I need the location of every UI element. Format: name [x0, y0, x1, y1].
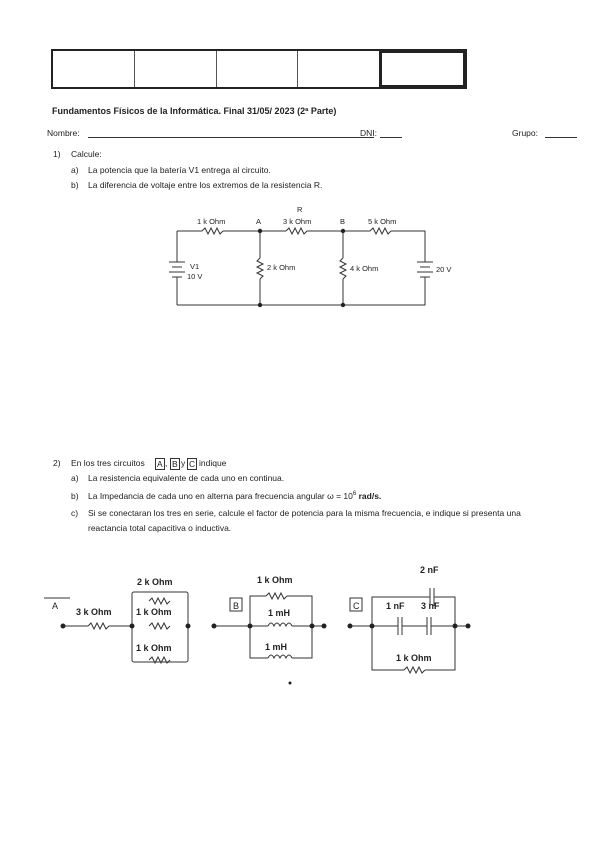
wire	[425, 626, 455, 670]
c2-b-l2: 1 mH	[265, 642, 288, 652]
q2-b-text: La Impedancia de cada uno en alterna para frecuencia angular $\omega = 10^6$ rad/s.	[88, 491, 382, 501]
q2-intro-post: indique	[199, 458, 227, 468]
q2-number: 2)	[53, 458, 61, 468]
stray-dot	[289, 682, 292, 685]
c1-v1-value: 10 V	[187, 272, 203, 281]
c2-c-r: 1 k Ohm	[396, 653, 432, 663]
nombre-label: Nombre:	[47, 128, 80, 138]
q2-c-letter: c)	[71, 508, 79, 518]
q2-c-text-1: Si se conectaran los tres en serie, calcule el factor de potencia para la misma frecuencia, e indique si presenta una	[88, 508, 521, 518]
terminal-dot	[61, 624, 66, 629]
terminal-dot	[453, 624, 458, 629]
c1-r-right-label: 5 k Ohm	[368, 217, 397, 226]
q2-sep1: ,	[165, 458, 168, 468]
q2-b-letter: b)	[71, 491, 79, 501]
c2-a-label: A	[52, 601, 59, 611]
dni-label: DNI:	[360, 128, 377, 138]
c2-a-r-bot: 1 k Ohm	[136, 643, 172, 653]
resistor-a-1k-mid	[149, 623, 170, 629]
c1-v2-value: 20 V	[436, 265, 452, 274]
c2-b-l1: 1 mH	[268, 608, 291, 618]
c2-a-r-mid: 1 k Ohm	[136, 607, 172, 617]
terminal-dot	[348, 624, 353, 629]
terminal-dot	[322, 624, 327, 629]
c1-r-mid-label: 3 k Ohm	[283, 217, 312, 226]
q2-a-text: La resistencia equivalente de cada uno en continua.	[88, 473, 285, 483]
c1-r-shunt1-label: 2 k Ohm	[267, 263, 296, 272]
terminal-dot	[310, 624, 315, 629]
q1-intro: Calcule:	[71, 149, 102, 159]
terminal-dot	[248, 624, 253, 629]
q1-a-text: La potencia que la batería V1 entrega al circuito.	[88, 165, 271, 175]
c2-c-top: 2 nF	[420, 565, 439, 575]
terminal-dot	[186, 624, 191, 629]
q1-b-text: La diferencia de voltaje entre los extremos de la resistencia R.	[88, 180, 323, 190]
terminal-dot	[212, 624, 217, 629]
resistor-a-2k	[149, 598, 170, 604]
c2-c-c2: 3 nF	[421, 601, 440, 611]
q2-box-b: B	[172, 459, 178, 469]
resistor-a-3k	[88, 623, 109, 629]
c1-r-name: R	[297, 205, 303, 214]
exam-title: Fundamentos Físicos de la Informática. Final 31/05/ 2023 (2ª Parte)	[52, 106, 337, 116]
c2-b-r: 1 k Ohm	[257, 575, 293, 585]
q1-number: 1)	[53, 149, 61, 159]
c2-c-label: C	[353, 601, 360, 611]
q1-a-letter: a)	[71, 165, 79, 175]
inductor-b-2	[268, 655, 292, 658]
terminal-dot	[130, 624, 135, 629]
c2-c-c1: 1 nF	[386, 601, 405, 611]
grupo-label: Grupo:	[512, 128, 538, 138]
c1-node-a: A	[256, 217, 262, 226]
c1-r-shunt2-label: 4 k Ohm	[350, 264, 379, 273]
terminal-dot	[466, 624, 471, 629]
q2-sep2: y	[181, 458, 186, 468]
wire	[292, 626, 312, 658]
resistor-c-1k	[404, 667, 425, 673]
resistor-b-1k	[266, 593, 287, 599]
q2-c-text-2: reactancia total capacitiva o inductiva.	[88, 523, 232, 533]
c1-v1-name: V1	[190, 262, 200, 271]
q1-b-letter: b)	[71, 180, 79, 190]
c1-node-b: B	[340, 217, 346, 226]
c2-b-label: B	[233, 601, 240, 611]
q2-intro-pre: En los tres circuitos	[71, 458, 145, 468]
c2-a-r1: 3 k Ohm	[76, 607, 112, 617]
c2-a-r-top: 2 k Ohm	[137, 577, 173, 587]
q2-box-c: C	[189, 459, 196, 469]
q2-a-letter: a)	[71, 473, 79, 483]
q2-box-a: A	[157, 459, 163, 469]
inductor-b-1	[268, 623, 292, 626]
wire	[287, 596, 312, 626]
wire	[372, 626, 404, 670]
terminal-dot	[370, 624, 375, 629]
c1-r-left-label: 1 k Ohm	[197, 217, 226, 226]
wire	[250, 596, 266, 626]
